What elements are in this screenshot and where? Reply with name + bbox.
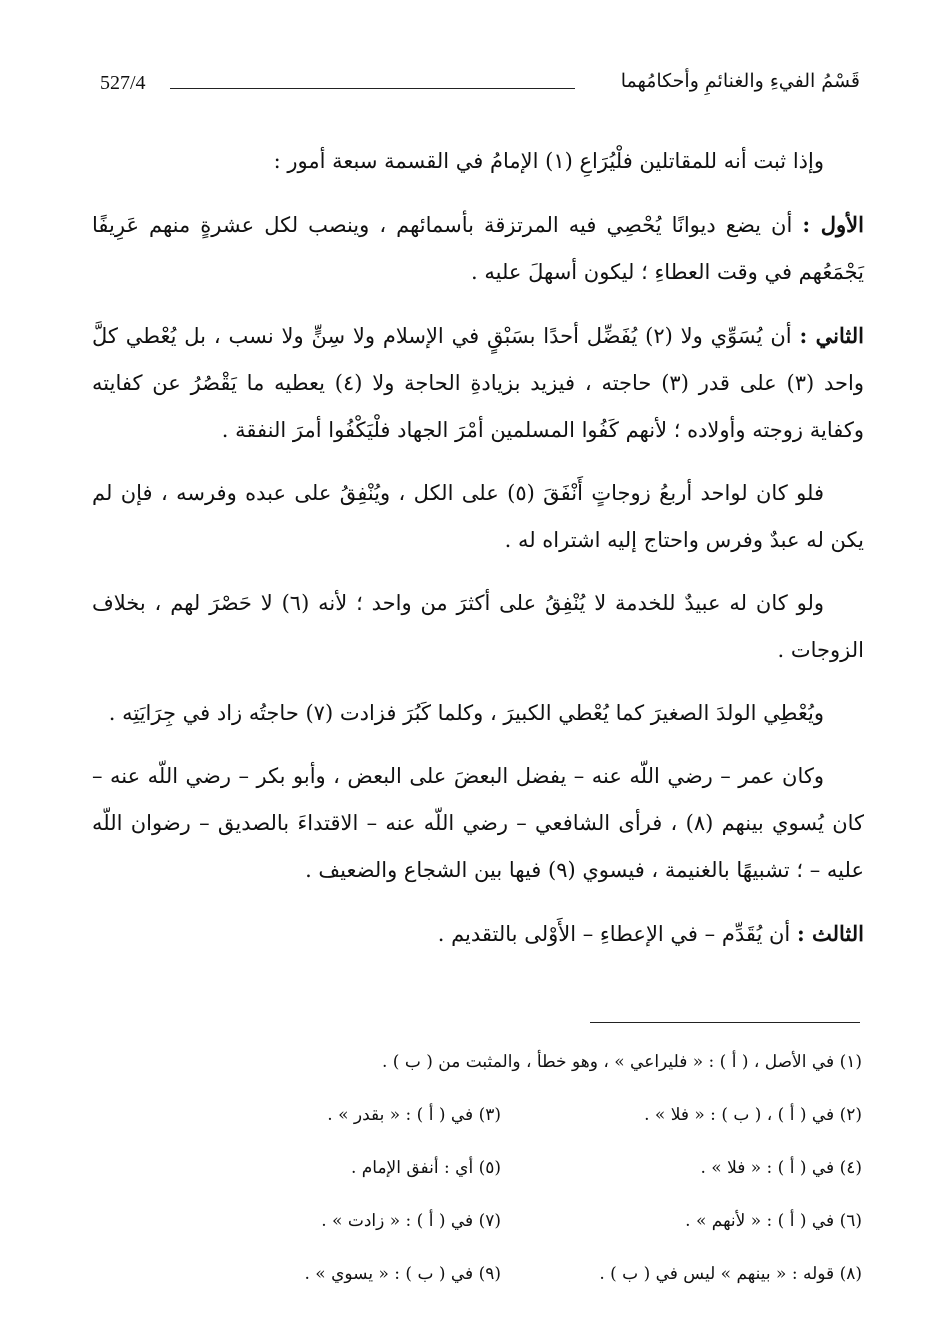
label-first: الأول : — [802, 212, 864, 237]
paragraph-umar-abubakr: وكان عمر – رضي اللّه عنه – يفضل البعضَ على البعض ، وأبو بكر – رضي اللّه عنه – كان يُسوي بينهم (٨) ، فرأى الشافعي – رضي اللّه عنه – الاقتداءَ بالصديق – رضوان اللّه عليه – ؛ تشبيهًا بالغنيمة ، فيسوي (٩) فيها بين الشجاع والضعيف . — [92, 764, 865, 882]
footnote-6: (٦) في ( أ ) : « لأنهم » . — [685, 1211, 862, 1231]
footnote-3: (٣) في ( أ ) : « بقدر » . — [327, 1105, 501, 1125]
paragraph-first — [92, 201, 864, 296]
header-rule — [170, 88, 575, 89]
paragraph-servants: ولو كان له عبيدٌ للخدمة لا يُنْفِقُ على أكثرَ من واحد ؛ لأنه (٦) لا حَصْرَ لهم ، بخلاف الزوجات . — [92, 591, 864, 662]
intro-paragraph: وإذا ثبت أنه للمقاتلين فلْيُرَاعِ (١) الإمامُ في القسمة سبعة أمور : — [273, 149, 824, 173]
label-third: الثالث : — [796, 921, 864, 946]
paragraph-second — [92, 312, 864, 454]
footnote-5: (٥) أي : أنفق الإمام . — [350, 1158, 501, 1178]
footnote-4: (٤) في ( أ ) : « فلا » . — [700, 1158, 862, 1178]
main-text — [92, 138, 864, 974]
footnote-8: (٨) قوله : « بينهم » ليس في ( ب ) . — [599, 1264, 862, 1284]
footnote-9: (٩) في ( ب ) : « يسوي » . — [304, 1264, 501, 1284]
footnotes — [140, 1052, 862, 1317]
footnote-row — [140, 1158, 862, 1211]
text-first: أن يضع ديوانًا يُحْصِي فيه المرتزقة بأسمائهم ، وينصب لكل عشرةٍ منهم عَرِيفًا يَجْمَعُهم في وقت العطاءِ ؛ ليكون أسهلَ عليه . — [92, 213, 864, 284]
text-second: أن يُسَوِّي ولا (٢) يُفَضِّل أحدًا بسَبْقٍ في الإسلام ولا سِنٍّ ولا نسب ، بل يُعْطي كلَّ واحد (٣) على قدر (٣) حاجته ، فيزيد بزيادةِ الحاجة ولا (٤) يعطيه ما يَقْصُرُ عن كفايته وكفاية زوجته وأولاده ؛ لأنهم كَفُوا المسلمين أمْرَ الجهاد فلْيَكْفُوا أمرَ النفقة . — [92, 324, 864, 442]
footnote-rule — [590, 1022, 860, 1023]
footnote-1: (١) في الأصل ، ( أ ) : « فليراعي » ، وهو خطأ ، والمثبت من ( ب ) . — [382, 1052, 862, 1072]
footnote-row — [140, 1211, 862, 1264]
text-third: أن يُقَدِّم – في الإعطاءِ – الأَوْلى بالتقديم . — [437, 922, 791, 946]
paragraph-third — [92, 910, 864, 958]
running-title: قَسْمُ الفيءِ والغنائمِ وأحكامُهما — [620, 70, 860, 92]
footnote-row — [140, 1264, 862, 1317]
paragraph-children: ويُعْطِي الولدَ الصغيرَ كما يُعْطي الكبيرَ ، وكلما كَبُرَ فزادت (٧) حاجتُه زاد في جِرَايَتِه . — [108, 701, 824, 725]
label-second: الثاني : — [799, 323, 864, 348]
footnote-2: (٢) في ( أ ) ، ( ب ) : « فلا » . — [644, 1105, 862, 1125]
paragraph-wives: فلو كان لواحد أربعُ زوجاتٍ أَنْفَقَ (٥) على الكل ، ويُنْفِقُ على عبده وفرسه ، فإن لم يكن له عبدٌ وفرس واحتاج إليه اشتراه له . — [92, 481, 864, 552]
page-number: 527/4 — [100, 72, 146, 94]
footnote-7: (٧) في ( أ ) : « زادت » . — [321, 1211, 501, 1231]
footnote-row — [140, 1052, 862, 1105]
footnote-row — [140, 1105, 862, 1158]
running-header — [100, 68, 860, 104]
